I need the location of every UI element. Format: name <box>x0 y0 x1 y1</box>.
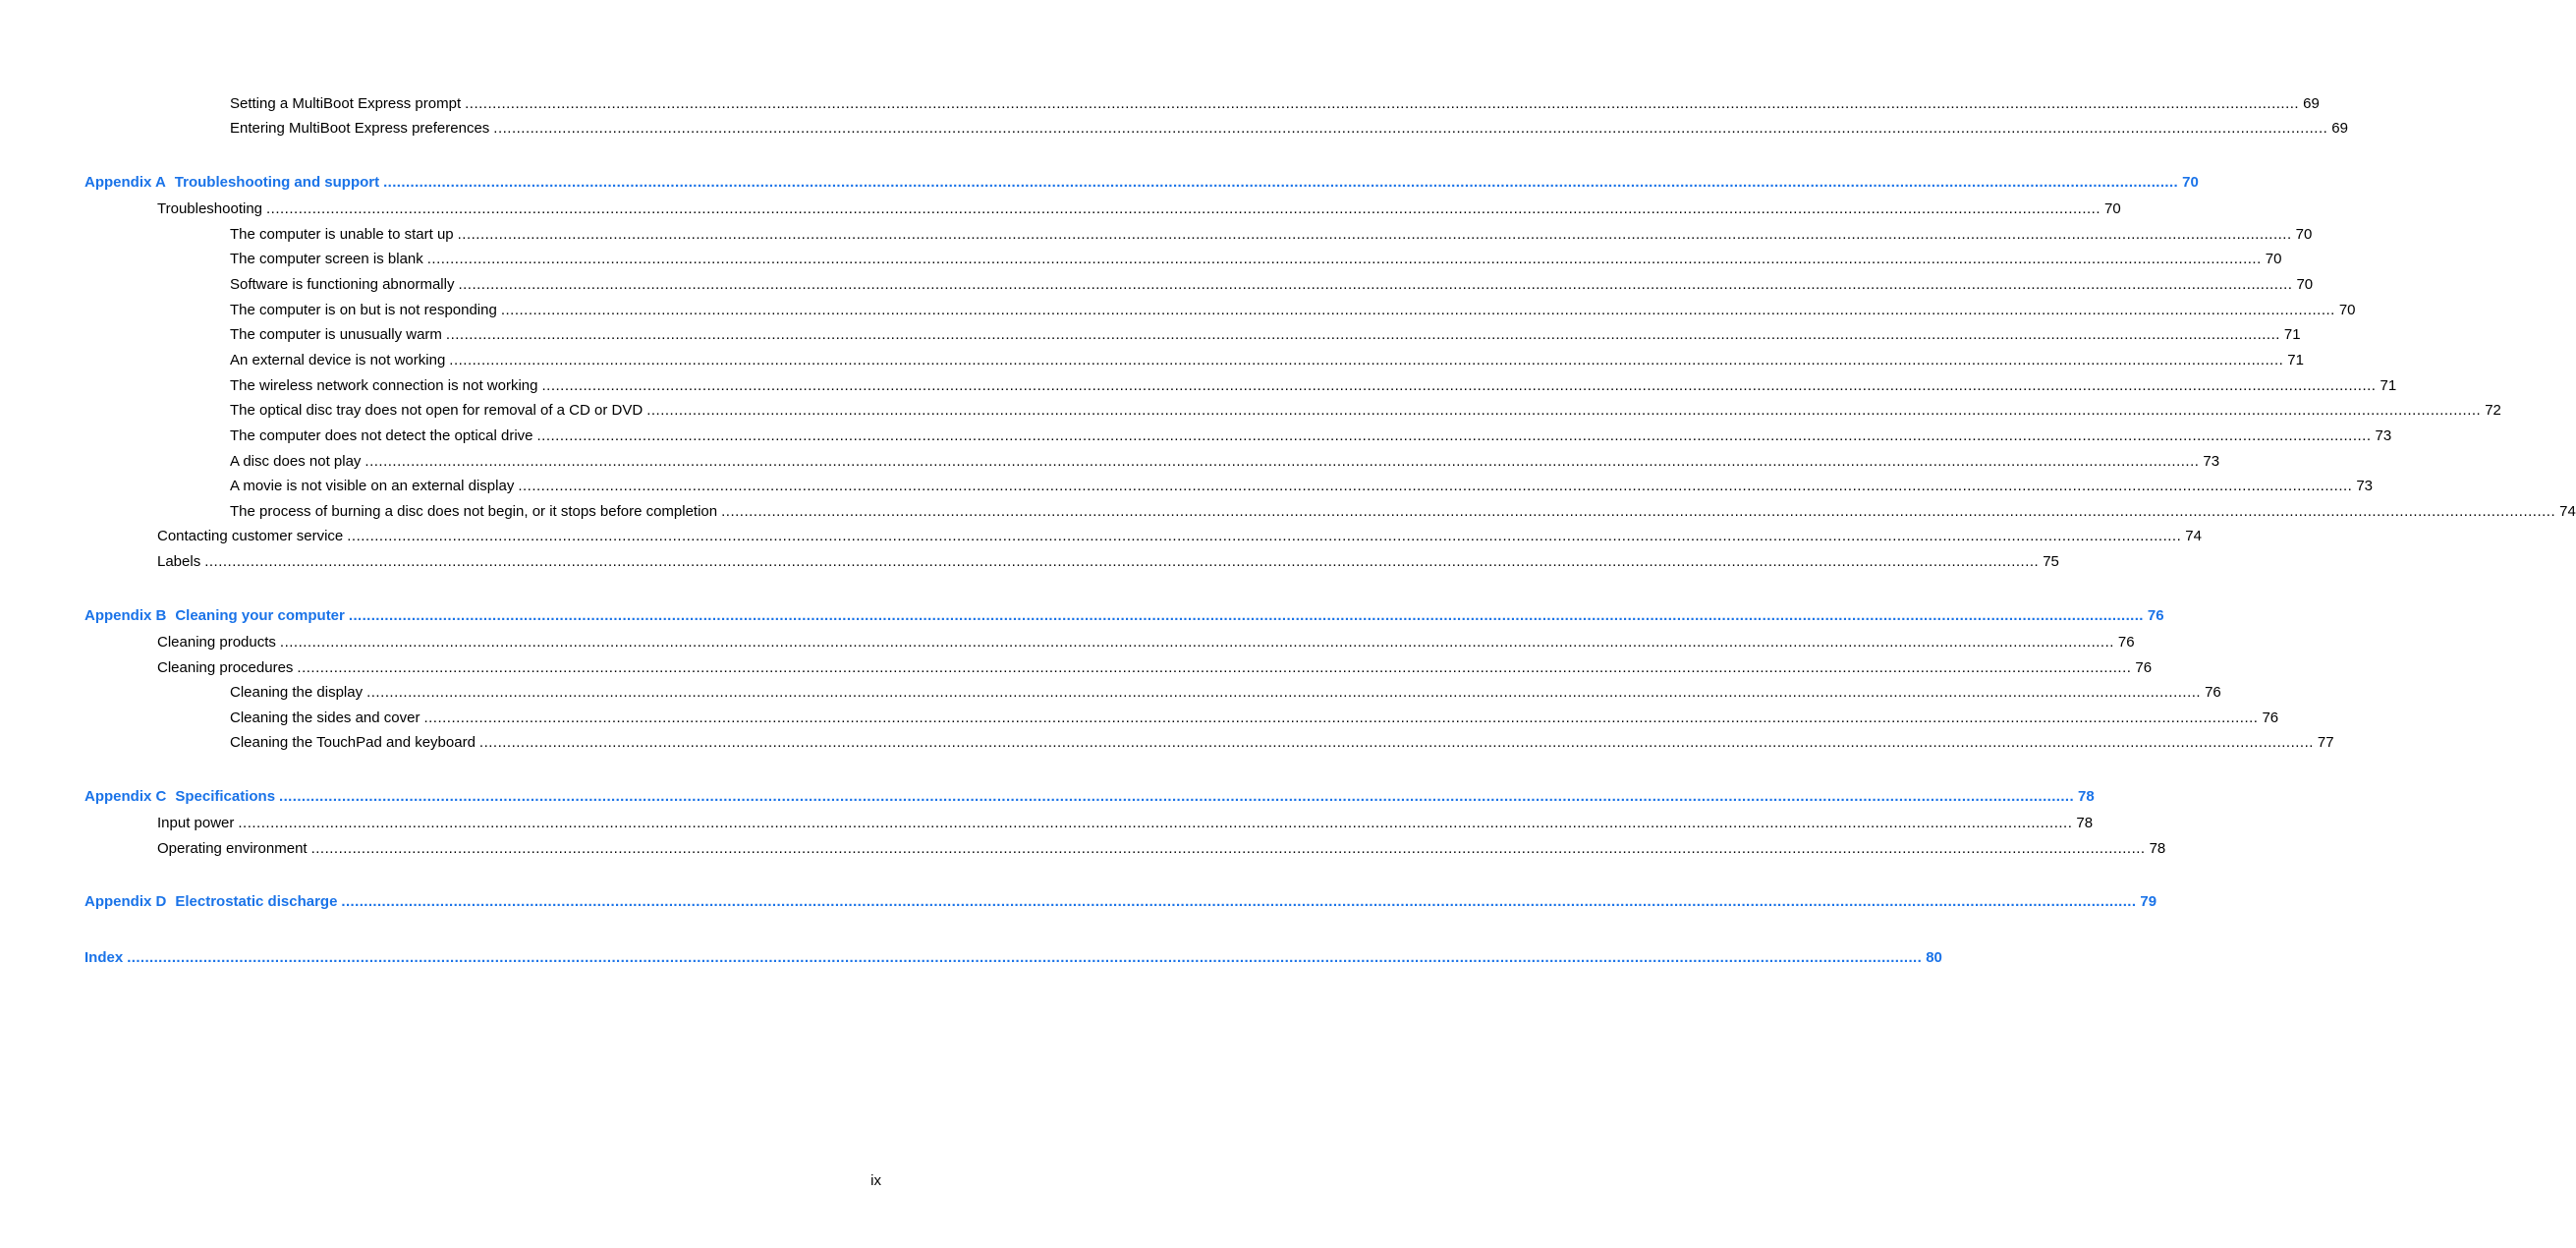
toc-appendix-link[interactable] <box>84 947 1942 969</box>
toc-entry-title <box>230 118 489 140</box>
entry-title-text: Troubleshooting <box>157 200 263 217</box>
entry-title-text: Software is functioning abnormally <box>230 276 455 293</box>
toc-entry-link[interactable] <box>230 274 2314 296</box>
toc-entry-title <box>230 476 514 497</box>
toc-appendix-link[interactable] <box>84 172 2199 194</box>
entry-title-text: The computer screen is blank <box>230 251 423 267</box>
dot-leader: ................................................................................................................................................................................................................................................................................................................................................................................................................ <box>279 788 2075 805</box>
entry-title-text: A movie is not visible on an external display <box>230 478 515 494</box>
toc-page-number: 74 <box>2185 528 2202 544</box>
toc-entry-title <box>230 224 454 246</box>
dot-leader: ................................................................................................................................................................................................................................................................................................................................................................................................................ <box>266 200 2101 217</box>
entry-title-text: The wireless network connection is not working <box>230 377 538 394</box>
dot-leader: ................................................................................................................................................................................................................................................................................................................................................................................................................ <box>366 684 2202 701</box>
entry-title-text: Cleaning the sides and cover <box>230 709 420 726</box>
toc-entry-title <box>230 682 363 704</box>
dot-leader: ................................................................................................................................................................................................................................................................................................................................................................................................................ <box>204 553 2040 570</box>
toc-entry-title <box>230 249 423 270</box>
entry-title-text: Input power <box>157 815 235 831</box>
toc-entry-title <box>230 93 461 115</box>
toc-page-number: 76 <box>2147 607 2164 624</box>
toc-entry-link[interactable] <box>230 224 2313 246</box>
dot-leader: ................................................................................................................................................................................................................................................................................................................................................................................................................ <box>310 840 2146 857</box>
toc-entry-link[interactable] <box>230 682 2221 704</box>
toc-entry-title <box>230 400 643 422</box>
toc-entry-link[interactable] <box>230 501 2576 523</box>
toc-entry-title <box>230 300 497 321</box>
toc-page-number: 70 <box>2295 226 2313 243</box>
toc-entry-title <box>157 199 262 220</box>
toc-entry-link[interactable] <box>230 476 2374 497</box>
toc-page-number: 80 <box>1926 949 1942 966</box>
appendix-label: Appendix B <box>84 607 167 624</box>
entry-title-text: An external device is not working <box>230 352 446 369</box>
entry-title-text: Cleaning your computer <box>175 607 345 624</box>
entry-title-text: The computer does not detect the optical drive <box>230 427 533 444</box>
toc-entry-title <box>230 324 442 346</box>
toc-appendix-link[interactable] <box>84 786 2095 808</box>
toc-entry-link[interactable] <box>157 813 2094 834</box>
dot-leader: ................................................................................................................................................................................................................................................................................................................................................................................................................ <box>297 659 2132 676</box>
dot-leader: ................................................................................................................................................................................................................................................................................................................................................................................................................ <box>364 453 2200 470</box>
toc-page-number: 73 <box>2356 478 2374 494</box>
entry-title-text: The process of burning a disc does not begin, or it stops before completion <box>230 503 718 520</box>
toc-appendix-link[interactable] <box>84 605 2164 627</box>
toc-entry-link[interactable] <box>230 708 2279 729</box>
toc-page-number: 71 <box>2283 326 2301 343</box>
dot-leader: ................................................................................................................................................................................................................................................................................................................................................................................................................ <box>465 95 2300 112</box>
toc-entry-title <box>157 632 276 653</box>
toc-entry-link[interactable] <box>157 657 2153 679</box>
toc-entry-link[interactable] <box>230 249 2282 270</box>
toc-page-number: 70 <box>2265 251 2282 267</box>
dot-leader: ................................................................................................................................................................................................................................................................................................................................................................................................................ <box>449 352 2284 369</box>
toc-entry-link[interactable] <box>230 324 2301 346</box>
dot-leader: ................................................................................................................................................................................................................................................................................................................................................................................................................ <box>445 326 2280 343</box>
toc-entry-link[interactable] <box>230 300 2356 321</box>
toc-page-number: 77 <box>2317 734 2334 751</box>
toc-entry-title <box>84 605 345 627</box>
toc-entry-title <box>157 526 343 547</box>
toc-page-number: 75 <box>2043 553 2059 570</box>
dot-leader: ................................................................................................................................................................................................................................................................................................................................................................................................................ <box>279 634 2114 651</box>
entry-title-text: Setting a MultiBoot Express prompt <box>230 95 462 112</box>
toc-entry-link[interactable] <box>230 425 2392 447</box>
toc-page-number: 73 <box>2203 453 2220 470</box>
toc-page-number: 70 <box>2296 276 2314 293</box>
toc-entry-title <box>84 947 123 969</box>
entry-title-text: The computer is on but is not responding <box>230 302 497 318</box>
toc-entry-link[interactable] <box>230 375 2397 397</box>
entry-title-text: Entering MultiBoot Express preferences <box>230 120 490 137</box>
entry-title-text: Cleaning products <box>157 634 276 651</box>
toc-entry-title <box>157 813 234 834</box>
page-number: ix <box>870 1172 881 1189</box>
toc-entry-title <box>84 786 275 808</box>
toc-entry-title <box>230 274 454 296</box>
appendix-label: Appendix A <box>84 174 166 191</box>
entry-title-text: The computer is unusually warm <box>230 326 442 343</box>
toc-entry-link[interactable] <box>230 118 2348 140</box>
toc-entry-title <box>230 451 361 473</box>
entry-title-text: Specifications <box>175 788 276 805</box>
entry-title-text: The computer is unable to start up <box>230 226 454 243</box>
toc-entry-title <box>230 708 420 729</box>
dot-leader: ................................................................................................................................................................................................................................................................................................................................................................................................................ <box>536 427 2372 444</box>
dot-leader: ................................................................................................................................................................................................................................................................................................................................................................................................................ <box>423 709 2259 726</box>
toc-entry-title <box>230 375 537 397</box>
dot-leader: ................................................................................................................................................................................................................................................................................................................................................................................................................ <box>518 478 2353 494</box>
toc-page-number: 76 <box>2262 709 2279 726</box>
dot-leader: ................................................................................................................................................................................................................................................................................................................................................................................................................ <box>348 607 2144 624</box>
dot-leader: ................................................................................................................................................................................................................................................................................................................................................................................................................ <box>426 251 2262 267</box>
toc-page-number: 70 <box>2104 200 2121 217</box>
toc-entry-link[interactable] <box>157 199 2121 220</box>
entry-title-text: Cleaning procedures <box>157 659 294 676</box>
toc-page-number: 76 <box>2117 634 2135 651</box>
toc-page-number: 76 <box>2135 659 2153 676</box>
entry-title-text: Cleaning the TouchPad and keyboard <box>230 734 476 751</box>
appendix-label: Appendix D <box>84 893 167 910</box>
toc-entry-link[interactable] <box>157 838 2166 860</box>
toc-entry-link[interactable] <box>157 632 2135 653</box>
toc-entry-title <box>230 350 445 371</box>
toc-page-number: 79 <box>2140 893 2157 910</box>
dot-leader: ................................................................................................................................................................................................................................................................................................................................................................................................................ <box>347 528 2182 544</box>
dot-leader: ................................................................................................................................................................................................................................................................................................................................................................................................................ <box>478 734 2314 751</box>
dot-leader: ................................................................................................................................................................................................................................................................................................................................................................................................................ <box>500 302 2335 318</box>
toc-page-number: 71 <box>2380 377 2397 394</box>
dot-leader: ................................................................................................................................................................................................................................................................................................................................................................................................................ <box>341 893 2137 910</box>
toc-entry-link[interactable] <box>230 93 2320 115</box>
dot-leader: ................................................................................................................................................................................................................................................................................................................................................................................................................ <box>458 276 2293 293</box>
toc-entry-link[interactable] <box>157 551 2059 573</box>
toc-entry-title <box>157 657 293 679</box>
dot-leader: ................................................................................................................................................................................................................................................................................................................................................................................................................ <box>127 949 1923 966</box>
toc-entry-title <box>84 172 379 194</box>
entry-title-text: Index <box>84 949 124 966</box>
toc-entry-link[interactable] <box>157 526 2202 547</box>
toc-entry-link[interactable] <box>230 400 2501 422</box>
entry-title-text: Troubleshooting and support <box>174 174 380 191</box>
dot-leader: ................................................................................................................................................................................................................................................................................................................................................................................................................ <box>646 402 2482 419</box>
toc-entry-title <box>157 838 308 860</box>
entry-title-text: Contacting customer service <box>157 528 344 544</box>
dot-leader: ................................................................................................................................................................................................................................................................................................................................................................................................................ <box>383 174 2179 191</box>
entry-title-text: Electrostatic discharge <box>175 893 338 910</box>
toc-page-number: 78 <box>2078 788 2095 805</box>
entry-title-text: A disc does not play <box>230 453 362 470</box>
toc-page-number: 72 <box>2485 402 2501 419</box>
toc-entry-link[interactable] <box>230 451 2220 473</box>
toc-page-number: 70 <box>2182 174 2199 191</box>
appendix-label: Appendix C <box>84 788 167 805</box>
toc-entry-link[interactable] <box>230 350 2304 371</box>
toc-page-number: 74 <box>2559 503 2576 520</box>
toc-entry-title <box>230 732 476 754</box>
toc-appendix-link[interactable] <box>84 891 2157 913</box>
toc-page-number: 69 <box>2331 120 2348 137</box>
dot-leader: ................................................................................................................................................................................................................................................................................................................................................................................................................ <box>238 815 2073 831</box>
toc-page-number: 71 <box>2287 352 2304 369</box>
toc-entry-title <box>230 501 717 523</box>
toc-page-number: 73 <box>2375 427 2392 444</box>
toc-page-number: 78 <box>2149 840 2166 857</box>
toc-page-number: 76 <box>2205 684 2221 701</box>
dot-leader: ................................................................................................................................................................................................................................................................................................................................................................................................................ <box>721 503 2556 520</box>
toc-entry-title <box>230 425 533 447</box>
toc-page-number: 70 <box>2338 302 2356 318</box>
toc-entry-link[interactable] <box>230 732 2334 754</box>
entry-title-text: Operating environment <box>157 840 308 857</box>
toc-entry-title <box>84 891 337 913</box>
dot-leader: ................................................................................................................................................................................................................................................................................................................................................................................................................ <box>493 120 2328 137</box>
toc-page-number: 78 <box>2076 815 2094 831</box>
toc-page-number: 69 <box>2303 95 2320 112</box>
toc-entry-title <box>157 551 200 573</box>
dot-leader: ................................................................................................................................................................................................................................................................................................................................................................................................................ <box>541 377 2377 394</box>
entry-title-text: The optical disc tray does not open for removal of a CD or DVD <box>230 402 644 419</box>
dot-leader: ................................................................................................................................................................................................................................................................................................................................................................................................................ <box>457 226 2292 243</box>
entry-title-text: Cleaning the display <box>230 684 364 701</box>
entry-title-text: Labels <box>157 553 201 570</box>
